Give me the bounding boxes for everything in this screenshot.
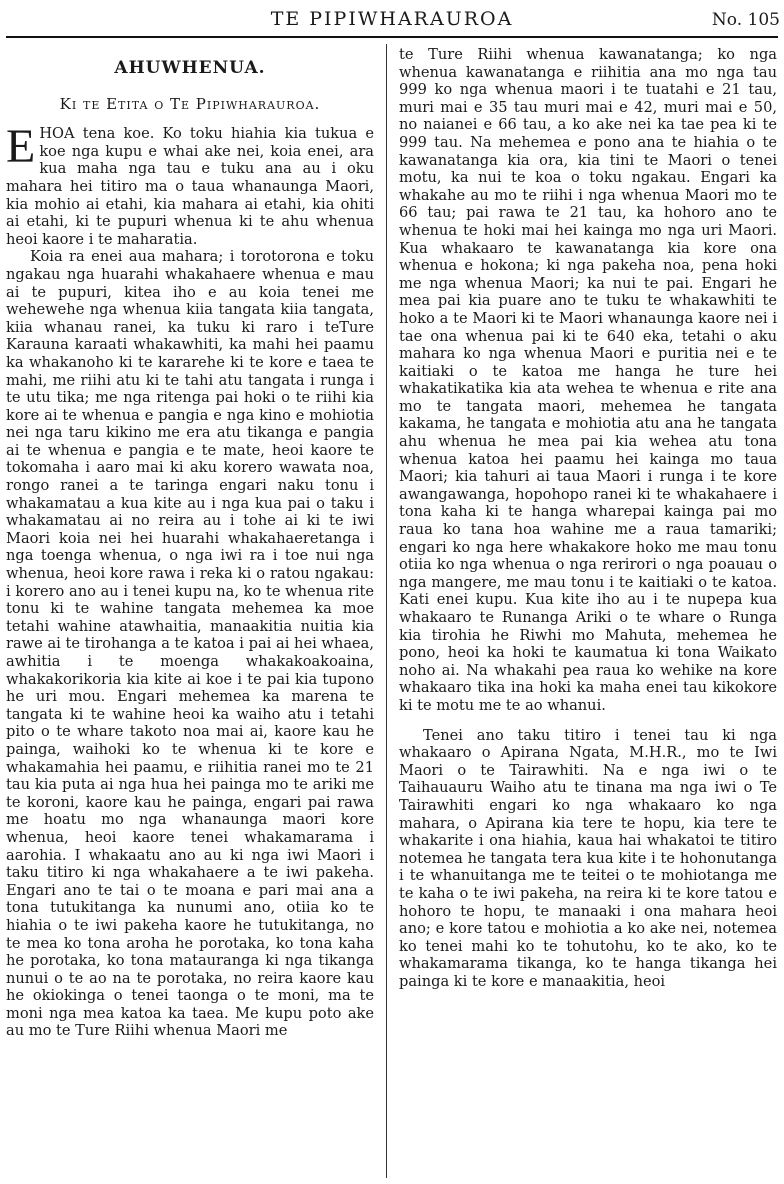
newspaper-title: TE PIPIWHARAUROA <box>270 8 514 30</box>
article-byline: Ki te Etita o Te Pipiwharauroa. <box>59 94 321 113</box>
article-paragraph-3: te Ture Riihi whenua kawanatanga; ko nga whenua kawanatanga e riihitia ana mo nga tau 999 ko nga whenua maori i te tuatahi e 21 tau, muri mai e 35 tau muri mai e 42, muri mai e 50, no naianei e 66 tau, a ko ake nei ka tae pea ki te 999 tau. Na mehemea e pono ana te hiahia o te kawanatanga kia ora, kia tini te Maori o tenei motu, ka nui te koa o toku ngakau. Engari ka whakahe au mo te riihi i nga whenua Maori mo te 66 tau; pai rawa te 21 tau, ka hohoro ano te whenua te hoki mai hei kainga mo nga uri Maori. Kua whakaaro te kawanatanga kia kore ona whenua e hokona; ki nga pakeha noa, pena hoki me nga whenua Maori; ka nui te pai. Engari he mea pai kia puare ano te tuku te whakawhiti te hoko a te Maori ki te Maori whanaunga kaore nei i tae ona whenua pai ki te 640 eka, tetahi o aku mahara ko nga whenua Maori e puritia nei e te kaitiaki o te katoa me hanga he ture hei whakatikatika kia ata wehea te whenua e rite ana mo te tangata maori, mehemea he tangata kakama, he tangata e mohiotia atu ana he tangata ahu whenua he mea pai kia wehea atu tona whenua katoa hei paamu hei kainga mo taua Maori; kia tahuri ai taua Maori i runga i te kore awangawanga, hopohopo ranei ki te whakahaere i tona kaha ki te hanga wharepai kainga pai mo raua ko tana hoa wahine me a raua tamariki; engari ko nga here whakakore hoko me mau tonu otiia ko nga whenua o nga rerirori o nga poauau o nga mangere, me mau tonu i te kaitiaki o te katoa. Kati enei kupu. Kua kite iho au i te nupepa kua whakaaro te Runanga Ariki o te whare o Runga kia tirohia he Riwhi mo Mahuta, mehemea he pono, heoi ka hoki te kaumatua ki tona Waikato noho ai. Na whakahi pea raua ko wehike na kore whakaaro tika ina hoki ka maha enei tau kikokore ki te motu me te ao whanui. <box>399 46 777 714</box>
header-rule <box>6 36 778 38</box>
left-column <box>6 46 374 1040</box>
page-header <box>0 4 784 32</box>
right-column <box>399 46 777 990</box>
article-paragraph-4: Tenei ano taku titiro i tenei tau ki nga whakaaro o Apirana Ngata, M.H.R., mo te Iwi Maori o te Tairawhiti. Na e nga iwi o te Taihauauru Waiho atu te tinana ma nga iwi o Te Tairawhiti engari ko nga whakaaro ko nga mahara, o Apirana kia tere te hopu, kia tere te whakarite i ona hiahia, kaua hai whakatoi te titiro notemea he tangata tera kua kite i te hohonutanga i te whanuitanga me te teitei o te mohiotanga me te kaha o te iwi pakeha, na reira ki te kore tatou e hohoro te hopu, te manaaki i ona mahara heoi ano; e kore tatou e mohiotia a ko ake nei, notemea ko tenei mahi ko te tohutohu, ko te ako, ko te whakamarama tikanga, ko te hanga tikanga hei painga ki te kore e manaakitia, heoi <box>399 726 777 990</box>
article-paragraph-2: Koia ra enei aua mahara; i torotorona e toku ngakau nga huarahi whakahaere whenua e mau ai te pupuri, kitea iho e au koia tenei me wehewehe nga whenua kiia tangata kiia tangata, kiia whanau ranei, ka tuku ki raro i teTure Karauna karaati whakawhiti, ka mahi hei paamu ka whakanoho ki te kararehe ki te kore e taea te mahi, me riihi atu ki te tahi atu tangata i runga i te utu tika; me nga ritenga pai hoki o te riihi kia kore ai te whenua e pangia e nga kino e mohiotia nei nga taru kikino me era atu tikanga e pangia ai te whenua e pangia e te mate, heoi kaore te tokomaha i aaro mai ki aku korero wawata noa, rongo ranei a te taringa engari naku tonu i whakamatau a kua kite au i nga kua pai o taku i whakamatau ai no reira au i tohe ai ki te iwi Maori koia nei hei huarahi whakahaeretanga i nga toenga whenua, o nga iwi ra i toe nui nga whenua, heoi kore rawa i reka ki o ratou ngakau: i korero ano au i tenei kupu na, ko te whenua rite tonu ki te wahine tangata mehemea ka moe tetahi wahine atawhaitia, manaakitia nuitia kia rawe ai te tirohanga a te katoa i pai ai hei whaea, awhitia i te moenga whakakoakoaina, whakakorikoria kia kite ai koe i te pai kia tupono he uri mou. Engari mehemea ka marena te tangata ki te wahine heoi ka waiho atu i tetahi pito o te whare takoto noa mai ai, kaore kau he painga, waihoki ko te whenua ki te kore e whakamahia hei paamu, e riihitia ranei mo te 21 tau kia puta ai nga hua hei painga mo te ariki me te koroni, kaore kau he painga, engari pai rawa me hoatu mo nga whanaunga maori kore whenua, heoi kaore tenei whakamarama i aarohia. I whakaatu ano au ki nga iwi Maori i taku titiro ki nga whakahaere a te iwi pakeha. Engari ano te tai o te moana e pari mai ana a tona tutukitanga ka nunumi ano, otiia ko te hiahia o te iwi pakeha kaore he tutukitanga, no te mea ko tona aroha he porotaka, ko tona kaha he porotaka, ko tona matauranga ki nga tikanga nunui o te ao na te porotaka, no reira kaore kau he okiokinga o tenei taonga o te moni, ma te moni nga mea katoa ka taea. Me kupu poto ake au mo te Ture Riihi whenua Maori me <box>6 248 374 1040</box>
column-divider <box>386 44 387 1178</box>
article-heading: AHUWHENUA. <box>114 58 266 78</box>
article-paragraph-1 <box>6 120 374 248</box>
page-number: No. 105 <box>711 10 780 30</box>
paragraph-1-text: HOA tena koe. Ko toku hiahia kia tukua e koe nga kupu e whai ake nei, koia enei, ara kua maha nga tau e tuku ana au i oku mahara hei titiro ma o taua whanaunga Maori, kia mohio ai etahi, kia mahara ai etahi, kia ohiti ai etahi, ki te pupuri whenua ki te ahu whenua heoi kaore i te maharatia. <box>6 125 374 248</box>
drop-cap: E <box>6 120 36 174</box>
